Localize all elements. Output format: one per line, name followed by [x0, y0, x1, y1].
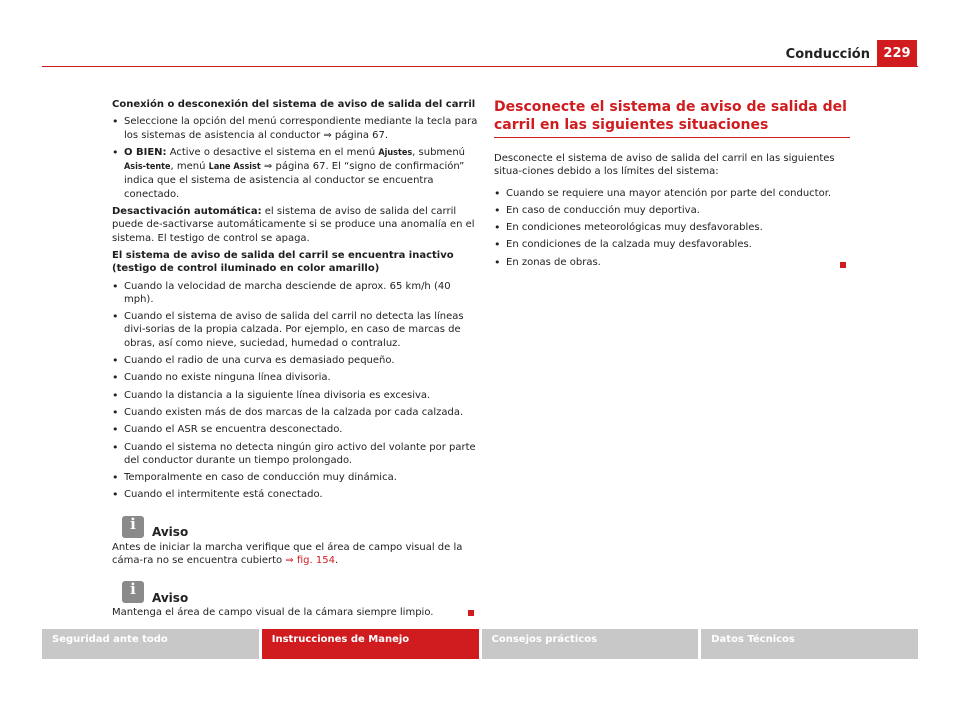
list-item-text: En caso de conducción muy deportiva.	[506, 204, 700, 216]
list-item	[112, 389, 478, 402]
figure-link[interactable]: ⇒ fig. 154	[285, 555, 335, 567]
list-item	[494, 238, 846, 251]
info-icon: i	[122, 581, 144, 603]
list-item-text: O BIEN: Active o desactive el sistema en el menú Ajustes, submenú Asis-tente, menú Lane Assist ⇒ página 67. El “signo de confirmación” indica que el sistema de asistencia al conductor se encuentra conectado.	[124, 146, 465, 200]
situations-list	[494, 187, 846, 269]
note-text: Mantenga el área de campo visual de la cámara siempre limpio.	[112, 606, 478, 619]
bullet-icon: •	[494, 203, 501, 217]
list-item-text: Cuando el sistema no detecta ningún giro activo del volante por parte del conductor durante un tiempo prolongado.	[124, 441, 476, 466]
header-divider	[42, 66, 918, 67]
page-number-badge: 229	[877, 40, 917, 66]
footer-nav	[42, 629, 918, 659]
note-title: Aviso	[152, 525, 189, 540]
bullet-icon: •	[112, 423, 119, 437]
note-header	[112, 516, 478, 538]
bullet-icon: •	[112, 115, 119, 129]
bullet-icon: •	[112, 440, 119, 454]
list-item	[112, 146, 478, 201]
bullet-icon: •	[112, 279, 119, 293]
tab-safety[interactable]: Seguridad ante todo	[42, 629, 259, 659]
list-item-text: Cuando se requiere una mayor atención por parte del conductor.	[506, 187, 832, 199]
list-item	[112, 371, 478, 384]
bullet-icon: •	[494, 238, 501, 252]
list-item-text: Cuando la distancia a la siguiente línea divisoria es excesiva.	[124, 389, 431, 401]
info-icon: i	[122, 516, 144, 538]
list-item	[494, 204, 846, 217]
list-item-text: Cuando el radio de una curva es demasiado pequeño.	[124, 355, 395, 367]
list-item	[112, 115, 478, 142]
menu-name-lane-assist: Lane Assist	[208, 162, 261, 173]
auto-deactivation-label: Desactivación automática:	[112, 206, 262, 218]
section-end-icon	[468, 610, 474, 616]
inactive-conditions-list	[112, 280, 478, 502]
list-item-text: Cuando el ASR se encuentra desconectado.	[124, 424, 343, 436]
left-column	[112, 98, 478, 624]
right-column	[494, 98, 846, 272]
menu-name-assistant: Asis-tente	[124, 162, 171, 173]
section-heading-inactive: El sistema de aviso de salida del carril se encuentra inactivo (testigo de control iluminado en color amarillo)	[112, 249, 454, 275]
list-item-text: En zonas de obras.	[506, 256, 601, 268]
list-item	[112, 406, 478, 419]
list-item	[494, 187, 846, 200]
list-item-text: Temporalmente en caso de conducción muy dinámica.	[124, 472, 397, 484]
list-item-text: Cuando la velocidad de marcha desciende de aprox. 65 km/h (40 mph).	[124, 280, 451, 305]
note-title: Aviso	[152, 591, 189, 606]
list-item-text: Cuando no existe ninguna línea divisoria.	[124, 372, 331, 384]
bullet-icon: •	[112, 488, 119, 502]
header-title: Conducción	[785, 47, 870, 62]
list-item-text: En condiciones meteorológicas muy desfavorables.	[506, 222, 763, 234]
section-heading-connection: Conexión o desconexión del sistema de aviso de salida del carril	[112, 99, 476, 110]
list-item-text: Cuando el sistema de aviso de salida del carril no detecta las líneas divi-sorias de la propia calzada. Por ejemplo, en caso de marcas de obras, así como nieve, suciedad, humedad o contraluz.	[124, 311, 464, 349]
list-item	[112, 471, 478, 484]
bullet-icon: •	[494, 221, 501, 235]
bullet-icon: •	[112, 405, 119, 419]
bullet-icon: •	[494, 186, 501, 200]
list-item-text: Cuando existen más de dos marcas de la calzada por cada calzada.	[124, 406, 464, 418]
note-text: Antes de iniciar la marcha verifique que el área de campo visual de la cáma-ra no se encuentra cubierto ⇒ fig. 154.	[112, 541, 463, 567]
list-item	[112, 423, 478, 436]
auto-deactivation-paragraph: Desactivación automática: el sistema de aviso de salida del carril puede de-sactivarse automáticamente si se produce una anomalía en el sistema. El testigo de control se apaga.	[112, 206, 475, 244]
list-item-text: Seleccione la opción del menú correspondiente mediante la tecla para los sistemas de asistencia al conductor ⇒ página 67.	[124, 116, 478, 141]
bullet-icon: •	[112, 354, 119, 368]
list-item-text: En condiciones de la calzada muy desfavorables.	[506, 239, 752, 251]
tab-operating-instructions[interactable]: Instrucciones de Manejo	[262, 629, 479, 659]
list-item	[112, 310, 478, 350]
section-end-icon	[840, 262, 846, 268]
list-item	[112, 354, 478, 367]
or-label: O BIEN:	[124, 146, 167, 158]
bullet-icon: •	[494, 255, 501, 269]
list-item	[494, 221, 846, 234]
list-item-text: Cuando el intermitente está conectado.	[124, 489, 323, 501]
tab-practical-tips[interactable]: Consejos prácticos	[482, 629, 699, 659]
bullet-icon: •	[112, 371, 119, 385]
intro-paragraph: Desconecte el sistema de aviso de salida del carril en las siguientes situa-ciones debido a los límites del sistema:	[494, 153, 835, 178]
list-item	[112, 280, 478, 307]
bullet-icon: •	[112, 388, 119, 402]
bullet-icon: •	[112, 471, 119, 485]
section-title: Desconecte el sistema de aviso de salida del carril en las siguientes situaciones	[494, 98, 850, 138]
tab-technical-data[interactable]: Datos Técnicos	[701, 629, 918, 659]
note-header	[112, 580, 478, 606]
list-item	[112, 441, 478, 468]
menu-name-settings: Ajustes	[378, 147, 413, 158]
list-item	[112, 488, 478, 501]
bullet-icon: •	[112, 310, 119, 324]
bullet-icon: •	[112, 145, 119, 159]
